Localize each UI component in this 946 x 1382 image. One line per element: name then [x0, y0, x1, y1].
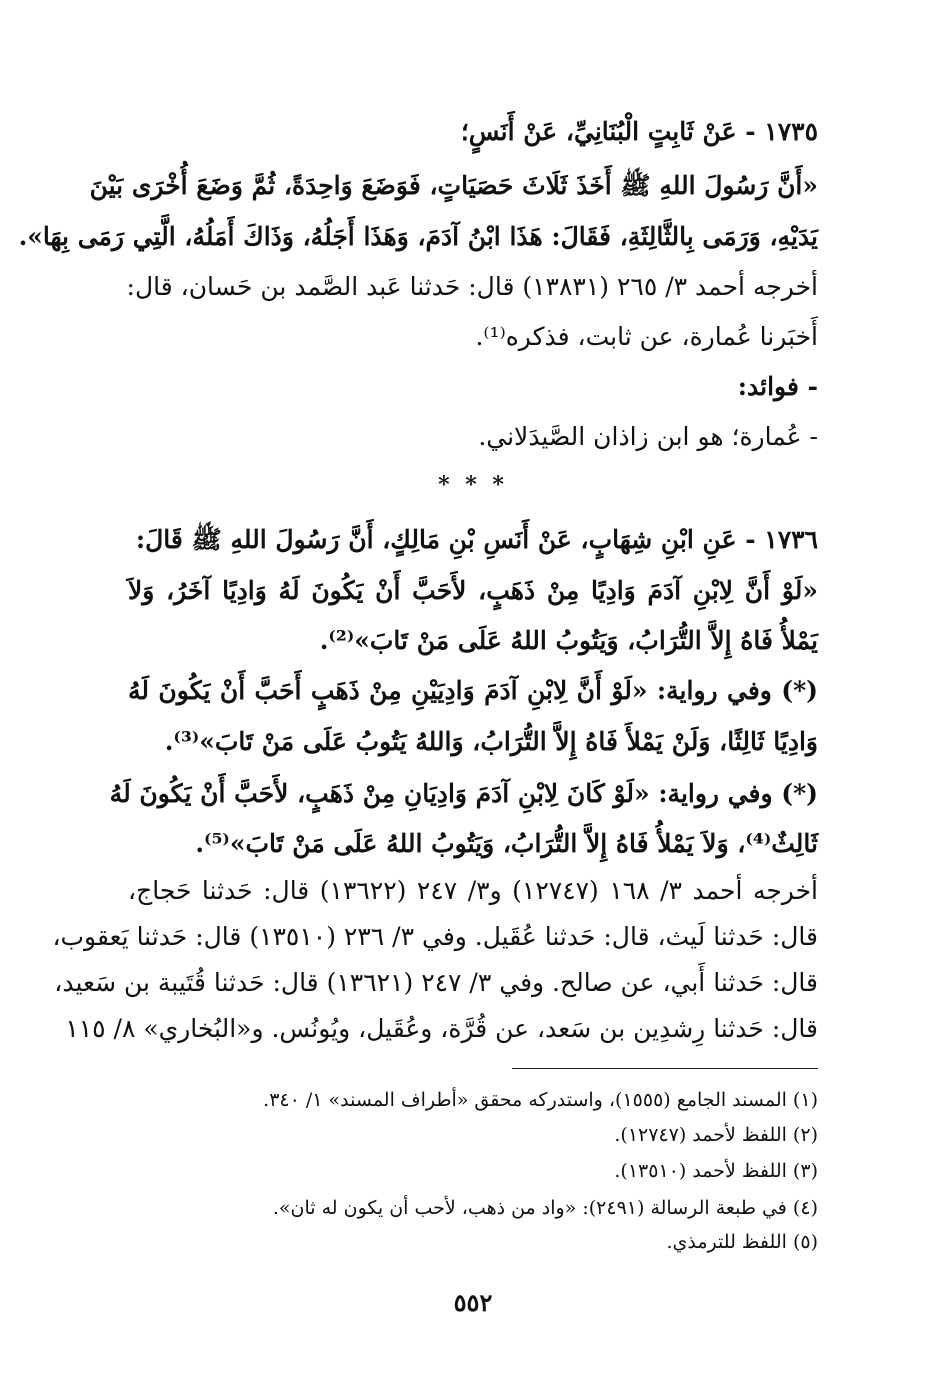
footnote-5: (٥) اللفظ للترمذي.	[666, 1231, 818, 1253]
riwaya-1-line-2: وَادِيًا ثَالِثًا، وَلَنْ يَمْلأَ فَاهُ إِلاَّ التُّرَابُ، وَاللهُ يَتُوبُ عَلَى مَنْ تَابَ»⁽³⁾.	[164, 727, 818, 756]
page-number: ٥٥٢	[453, 1288, 493, 1317]
footnote-2: (٢) اللفظ لأحمد (١٢٧٤٧).	[614, 1124, 818, 1146]
riwaya-2-line-1: (*) وفي رواية: «لَوْ كَانَ لِابْنِ آدَمَ وَادِيَانِ مِنْ ذَهَبٍ، لأَحَبَّ أَنْ يَكُونَ لَهُ	[109, 779, 818, 808]
takhrij-1736-line-3: قال: حَدثنا أَبي، عن صالح. وفي ٣/ ٢٤٧ (١٣٦٢١) قال: حَدثنا قُتَيبة بن سَعيد،	[54, 968, 818, 997]
hadith-1736-heading: ١٧٣٦ - عَنِ ابْنِ شِهَابٍ، عَنْ أَنَسِ بْنِ مَالِكٍ، أَنَّ رَسُولَ اللهِ ﷺ قَالَ:	[135, 525, 818, 554]
riwaya-2-line-2: ثَالِثٌ⁽⁴⁾، وَلاَ يَمْلأُ فَاهُ إِلاَّ التُّرَابُ، وَيَتُوبُ اللهُ عَلَى مَنْ تَابَ»⁽⁵⁾.	[195, 829, 818, 858]
hadith-1736-text-line-1: «لَوْ أَنَّ لِابْنِ آدَمَ وَادِيًا مِنْ ذَهَبٍ، لأَحَبَّ أَنْ يَكُونَ لَهُ وَادِيًا آخَرُ، وَلاَ	[128, 576, 818, 605]
footnote-3: (٣) اللفظ لأحمد (١٣٥١٠).	[614, 1160, 818, 1182]
riwaya-1-line-1: (*) وفي رواية: «لَوْ أَنَّ لِابْنِ آدَمَ وَادِيَيْنِ مِنْ ذَهَبٍ أَحَبَّ أَنْ يَكُونَ لَهُ	[128, 676, 818, 705]
hadith-1735-heading: ١٧٣٥ - عَنْ ثَابِتٍ الْبُنَانِيِّ، عَنْ أَنَسٍ؛	[460, 117, 818, 146]
fawaid-heading: - فوائد:	[737, 372, 818, 401]
takhrij-1736-line-2: قال: حَدثنا لَيث، قال: حَدثنا عُقَيل. وفي ٣/ ٢٣٦ (١٣٥١٠) قال: حَدثنا يَعقوب،	[52, 922, 818, 951]
fawaid-note: - عُمارة؛ هو ابن زاذان الصَّيدَلاني.	[478, 422, 818, 451]
takhrij-1735-line-1: أخرجه أحمد ٣/ ٢٦٥ (١٣٨٣١) قال: حَدثنا عَبد الصَّمد بن حَسان، قال:	[126, 272, 818, 301]
hadith-1736-text-line-2: يَمْلأُ فَاهُ إِلاَّ التُّرَابُ، وَيَتُوبُ اللهُ عَلَى مَنْ تَابَ»⁽²⁾.	[319, 626, 818, 655]
footnote-rule	[512, 1068, 818, 1069]
takhrij-1736-line-4: قال: حَدثنا رِشدِين بن سَعد، عن قُرَّة، وعُقَيل، ويُونُس. و«البُخاري» ٨/ ١١٥	[65, 1014, 818, 1043]
takhrij-1736-line-1: أخرجه أحمد ٣/ ١٦٨ (١٢٧٤٧) و٣/ ٢٤٧ (١٣٦٢٢) قال: حَدثنا حَجاج،	[128, 876, 818, 905]
takhrij-1735-line-2: أَخبَرنا عُمارة، عن ثابت، فذكره⁽¹⁾.	[475, 322, 818, 351]
footnote-1: (١) المسند الجامع (١٥٥٥)، واستدركه محقق «أطراف المسند» ١/ ٣٤٠.	[263, 1089, 818, 1111]
section-separator: * * *	[438, 472, 508, 498]
footnote-4: (٤) في طبعة الرسالة (٢٤٩١): «واد من ذهب، لأحب أن يكون له ثان».	[272, 1197, 818, 1219]
hadith-1735-text-line-2: يَدَيْهِ، وَرَمَى بِالثَّالِثَةِ، فَقَالَ: هَذَا ابْنُ آدَمَ، وَهَذَا أَجَلُهُ، وَذَاكَ أَمَلُهُ، الَّتِي رَمَى بِهَا».	[18, 222, 818, 251]
hadith-1735-text-line-1: «أَنَّ رَسُولَ اللهِ ﷺ أَخَذَ ثَلَاثَ حَصَيَاتٍ، فَوَضَعَ وَاحِدَةً، ثُمَّ وَضَعَ أُخْرَى بَيْنَ	[89, 171, 818, 200]
